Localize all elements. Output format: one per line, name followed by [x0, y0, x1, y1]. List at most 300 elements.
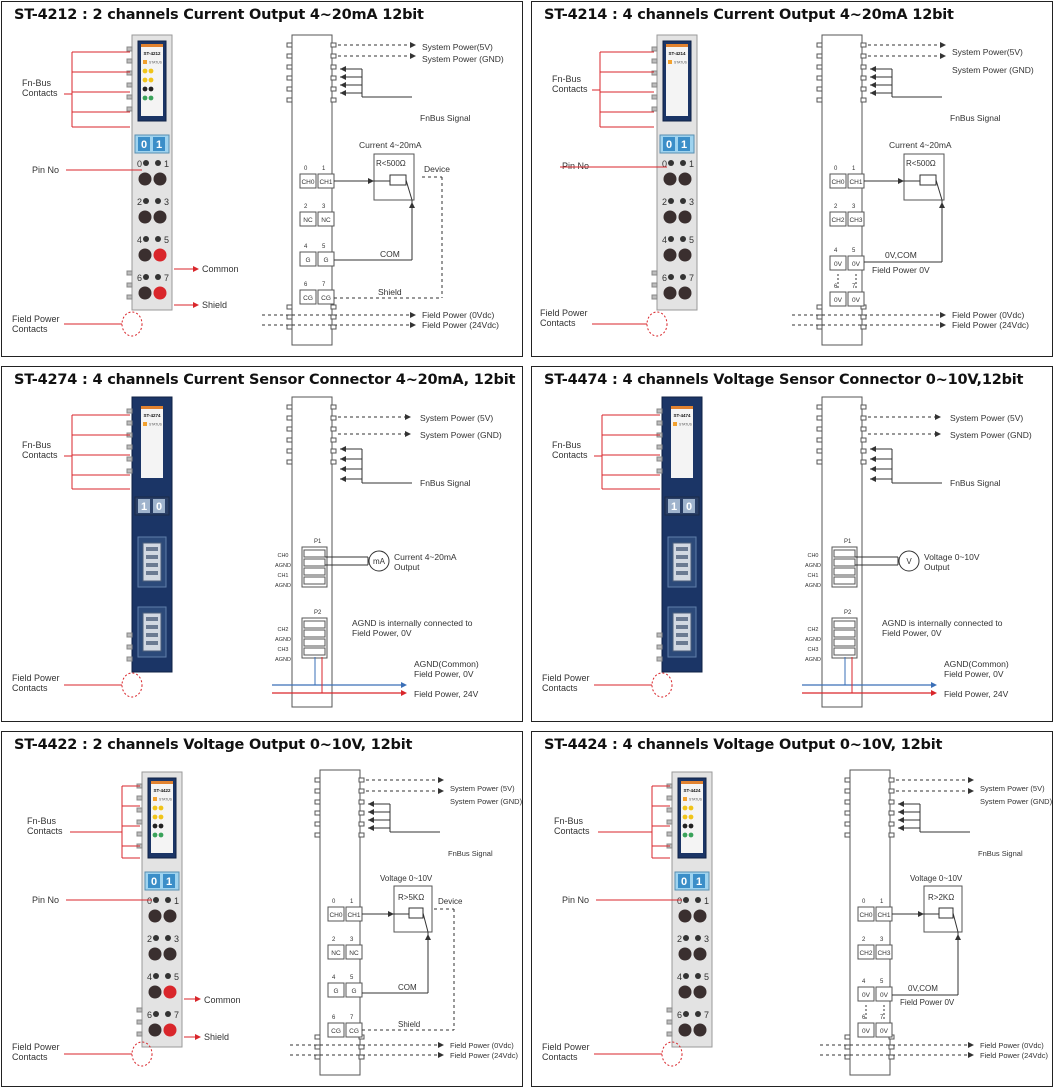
- module-model: ST-4274: [143, 413, 161, 418]
- fn-bus-contacts-label: Fn-Bus Contacts: [552, 74, 588, 94]
- schematic-power-contact: [861, 325, 866, 329]
- power-contact: [127, 295, 132, 299]
- channel-led: [159, 833, 164, 838]
- connector-pin: [146, 641, 158, 645]
- schematic-bus-contact: [817, 405, 822, 409]
- arrow-head: [438, 1052, 444, 1058]
- arrow-head: [898, 817, 904, 823]
- digit: 1: [140, 501, 148, 513]
- arrow-head: [968, 788, 974, 794]
- pin-number: 2: [147, 934, 153, 944]
- module-label-stripe: [666, 44, 688, 47]
- connector-pin-label: CH3: [277, 647, 289, 653]
- pin-number: 6: [137, 273, 143, 283]
- connector-pin: [676, 617, 688, 621]
- schematic-bus-contact: [287, 54, 292, 58]
- pin-number: 1: [689, 159, 695, 169]
- connector-pin: [676, 625, 688, 629]
- schematic-bus-contact: [889, 800, 894, 804]
- channel-led: [143, 78, 148, 83]
- digit: 0: [150, 876, 158, 888]
- channel-led: [689, 806, 694, 811]
- schematic-bus-contact: [331, 43, 336, 47]
- power-contact: [127, 657, 132, 661]
- module-model: ST-4212: [143, 51, 161, 56]
- system-power-5v: System Power(5V): [422, 42, 493, 52]
- channel-led: [159, 806, 164, 811]
- schematic-power-contact: [331, 325, 336, 329]
- schematic-bus-contact: [331, 65, 336, 69]
- bus-contact: [652, 59, 657, 63]
- power-contact: [667, 1008, 672, 1012]
- module-label-stripe: [141, 406, 163, 409]
- bus-contact: [657, 457, 662, 461]
- panel-title: ST-4474 : 4 channels Voltage Sensor Connector 0~10V,12bit: [544, 372, 1024, 388]
- digit: 1: [670, 501, 678, 513]
- schematic-bus-contact: [861, 427, 866, 431]
- power-contact: [137, 1032, 142, 1036]
- terminal-pin: 6: [862, 1015, 866, 1021]
- terminal: [679, 287, 692, 300]
- resistor: [409, 908, 423, 918]
- shield-line-label: Shield: [378, 287, 402, 297]
- arrow-head: [870, 82, 876, 88]
- connector-pin-box: [304, 630, 325, 637]
- module-model: ST-4424: [683, 788, 701, 793]
- schematic-bus-contact: [359, 811, 364, 815]
- pin-hole: [683, 935, 689, 941]
- connector-pin-label: AGND: [275, 563, 291, 569]
- channel-led: [159, 815, 164, 820]
- terminal: [664, 173, 677, 186]
- connector-pin-label: CH2: [277, 627, 289, 633]
- schematic-bus-contact: [287, 449, 292, 453]
- terminal-pin: 0: [834, 166, 838, 172]
- connector-pin-label: AGND: [805, 637, 821, 643]
- connector-pin-box: [834, 577, 855, 584]
- pin-number: 3: [704, 934, 710, 944]
- system-power-5v: System Power (5V): [420, 413, 494, 423]
- arrow-head: [409, 202, 415, 208]
- arrow-head: [940, 42, 946, 48]
- system-power-gnd: System Power (GND): [422, 54, 504, 64]
- terminal-pin: 0: [862, 899, 866, 905]
- terminal: [149, 910, 162, 923]
- bus-contact: [657, 421, 662, 425]
- schematic-bus-contact: [889, 789, 894, 793]
- schematic-bus-contact: [331, 460, 336, 464]
- arrow-head: [940, 312, 946, 318]
- arrow-head: [340, 74, 346, 80]
- arrow-head: [388, 911, 394, 917]
- terminal-pin: 2: [332, 937, 336, 943]
- arrow-head: [340, 66, 346, 72]
- bus-contact: [127, 59, 132, 63]
- connector-pin-label: AGND: [275, 657, 291, 663]
- sensor-output-label: Voltage 0~10V Output: [924, 552, 980, 572]
- pin-hole: [165, 935, 171, 941]
- arrow-head: [368, 801, 374, 807]
- status-label: STATUS: [149, 422, 162, 427]
- status-led: [668, 60, 672, 64]
- pin-number: 4: [677, 972, 683, 982]
- pin-hole: [143, 198, 149, 204]
- terminal-label: CH3: [849, 217, 863, 224]
- schematic-bus-contact: [861, 438, 866, 442]
- ov-com-label: 0V,COM: [908, 984, 938, 993]
- schematic-bus-contact: [315, 833, 320, 837]
- arrow-head: [931, 682, 937, 688]
- field-power-24vdc: Field Power (24Vdc): [952, 320, 1030, 330]
- bus-contact: [127, 83, 132, 87]
- schematic-bus-contact: [861, 416, 866, 420]
- system-power-gnd: System Power (GND): [980, 797, 1053, 806]
- status-label: STATUS: [674, 60, 687, 65]
- ov-com-label: 0V,COM: [885, 250, 917, 260]
- connector-p2: P2: [314, 610, 322, 616]
- panel-st-4212: [1, 1, 523, 357]
- digit: 1: [680, 139, 688, 151]
- terminal-label: CH0: [301, 179, 315, 186]
- connector-pin-label: CH1: [277, 573, 289, 579]
- fn-bus-contacts-label: Fn-Bus Contacts: [27, 816, 63, 836]
- terminal-label: CH2: [831, 217, 845, 224]
- field-power-highlight: [122, 673, 142, 697]
- panel-title: ST-4212 : 2 channels Current Output 4~20mA 12bit: [14, 7, 424, 23]
- pin-hole: [695, 935, 701, 941]
- terminal-pin: 2: [304, 204, 308, 210]
- schematic-bus-contact: [817, 43, 822, 47]
- schematic-power-contact: [845, 1055, 850, 1059]
- arrow-head: [425, 934, 431, 940]
- system-power-gnd: System Power (GND): [950, 430, 1032, 440]
- arrow-head: [193, 302, 199, 308]
- pin-number: 3: [164, 197, 170, 207]
- terminal-label: NC: [331, 950, 341, 957]
- arrow-head: [405, 414, 411, 420]
- pin-hole: [155, 274, 161, 280]
- bus-contact: [127, 107, 132, 111]
- power-contact: [657, 645, 662, 649]
- terminal: [679, 986, 692, 999]
- pin-hole: [153, 897, 159, 903]
- schematic-bus-contact: [359, 833, 364, 837]
- voltage-label: Voltage 0~10V: [910, 874, 963, 883]
- field-power-contacts-label: Field Power Contacts: [12, 673, 60, 693]
- pin-number: 7: [689, 273, 695, 283]
- arrow-head: [193, 266, 199, 272]
- terminal: [694, 948, 707, 961]
- terminal-label: 0V: [880, 992, 888, 999]
- wiring-diagram: [532, 732, 1053, 1087]
- arrow-head: [340, 90, 346, 96]
- terminal-label: G: [323, 257, 329, 264]
- power-contact: [652, 271, 657, 275]
- module-model: ST-4474: [673, 413, 691, 418]
- module-label-stripe: [671, 406, 693, 409]
- terminal: [139, 249, 152, 262]
- connector-pin-label: CH3: [807, 647, 819, 653]
- schematic-bus-contact: [315, 800, 320, 804]
- system-power-gnd: System Power (GND): [420, 430, 502, 440]
- terminal: [139, 287, 152, 300]
- schematic-bus-contact: [359, 822, 364, 826]
- current-label: Current 4~20mA: [889, 140, 952, 150]
- schematic-bus-contact: [861, 460, 866, 464]
- terminal: [679, 249, 692, 262]
- arrow-head: [935, 431, 941, 437]
- connector-pin: [146, 625, 158, 629]
- fn-bus-contacts-label: Fn-Bus Contacts: [22, 440, 58, 460]
- schematic-bus-contact: [861, 98, 866, 102]
- schematic-power-contact: [359, 1055, 364, 1059]
- connector-pin: [146, 547, 158, 551]
- terminal-label: CH1: [877, 912, 891, 919]
- terminal-pin: 5: [322, 244, 326, 250]
- terminal: [679, 910, 692, 923]
- pin-number: 0: [677, 896, 683, 906]
- system-power-gnd: System Power (GND): [450, 797, 523, 806]
- bus-contact: [652, 83, 657, 87]
- connector-pin-label: CH0: [277, 553, 289, 559]
- digit: 0: [155, 501, 163, 513]
- arrow-head: [368, 817, 374, 823]
- com-label: COM: [398, 983, 417, 992]
- arrow-head: [340, 476, 346, 482]
- arrow-head: [940, 322, 946, 328]
- wiring-diagram: [2, 732, 523, 1087]
- connector-pin: [676, 571, 688, 575]
- channel-led: [149, 96, 154, 101]
- terminal-label: CH1: [849, 179, 863, 186]
- arrow-head: [918, 911, 924, 917]
- pin-hole: [695, 973, 701, 979]
- terminal-label: NC: [349, 950, 359, 957]
- wiring-diagram: [2, 367, 523, 722]
- bus-contact: [667, 820, 672, 824]
- pin-hole: [165, 973, 171, 979]
- pin-number: 6: [147, 1010, 153, 1020]
- power-contact: [657, 633, 662, 637]
- pin-number: 3: [689, 197, 695, 207]
- schematic-bus-contact: [845, 789, 850, 793]
- power-contact: [652, 295, 657, 299]
- arrow-head: [870, 66, 876, 72]
- pin-no-label: Pin No: [32, 165, 60, 175]
- channel-led: [153, 815, 158, 820]
- arrow-head: [195, 1034, 201, 1040]
- status-led: [683, 797, 687, 801]
- digit: 0: [665, 139, 673, 151]
- pin-number: 0: [137, 159, 143, 169]
- connector-pin-box: [834, 550, 855, 557]
- pin-number: 4: [147, 972, 153, 982]
- schematic-bus-contact: [889, 811, 894, 815]
- schematic-bus-contact: [287, 87, 292, 91]
- field-power-24v-label: Field Power, 24V: [944, 689, 1009, 699]
- schematic-power-contact: [287, 325, 292, 329]
- schematic-bus-contact: [331, 54, 336, 58]
- schematic-bus-contact: [845, 778, 850, 782]
- terminal-label: CH3: [877, 950, 891, 957]
- schematic-bus-contact: [889, 778, 894, 782]
- bus-contact: [137, 832, 142, 836]
- schematic-bus-contact: [861, 87, 866, 91]
- terminal-label: CH2: [859, 950, 873, 957]
- shield-label: Shield: [204, 1032, 230, 1042]
- field-power-0vdc: Field Power (0Vdc): [450, 1041, 514, 1050]
- terminal-pin: 7: [880, 1015, 884, 1021]
- schematic-bus-contact: [331, 98, 336, 102]
- fn-bus-contacts-label: Fn-Bus Contacts: [22, 78, 58, 98]
- schematic-bus-contact: [861, 43, 866, 47]
- bus-contact: [652, 107, 657, 111]
- pin-number: 6: [662, 273, 668, 283]
- channel-led: [689, 833, 694, 838]
- panel-title: ST-4422 : 2 channels Voltage Output 0~10V, 12bit: [14, 737, 413, 753]
- schematic-bus-contact: [861, 76, 866, 80]
- arrow-head: [438, 788, 444, 794]
- terminal-label: CH1: [319, 179, 333, 186]
- schematic-bus-contact: [861, 449, 866, 453]
- digit: 0: [680, 876, 688, 888]
- digit: 0: [140, 139, 148, 151]
- arrow-head: [340, 466, 346, 472]
- pin-hole: [683, 973, 689, 979]
- arrow-head: [410, 42, 416, 48]
- power-contact: [127, 645, 132, 649]
- connector-pin-label: AGND: [805, 583, 821, 589]
- terminal-label: 0V: [852, 297, 860, 304]
- arrow-head: [438, 1042, 444, 1048]
- pin-hole: [683, 1011, 689, 1017]
- connector-pin-box: [304, 559, 325, 566]
- terminal: [164, 986, 177, 999]
- sensor-symbol-label: mA: [373, 557, 385, 566]
- arrow-head: [955, 934, 961, 940]
- arrow-head: [870, 456, 876, 462]
- arrow-head: [940, 53, 946, 59]
- schematic-bus-contact: [287, 76, 292, 80]
- field-power-highlight: [652, 673, 672, 697]
- terminal-pin: 2: [862, 937, 866, 943]
- terminal: [149, 986, 162, 999]
- power-contact: [667, 1020, 672, 1024]
- terminal: [664, 287, 677, 300]
- schematic-bus-contact: [845, 822, 850, 826]
- bus-contact: [137, 820, 142, 824]
- schematic-power-contact: [817, 315, 822, 319]
- arrow-head: [935, 414, 941, 420]
- wiring-diagram: [532, 367, 1053, 722]
- pin-number: 3: [174, 934, 180, 944]
- terminal-pin: 7: [322, 282, 326, 288]
- fnbus-signal: FnBus Signal: [978, 849, 1023, 858]
- terminal: [139, 173, 152, 186]
- fn-bus-contacts-label: Fn-Bus Contacts: [554, 816, 590, 836]
- terminal-label: 0V: [852, 261, 860, 268]
- schematic-bus-contact: [331, 405, 336, 409]
- pin-number: 7: [174, 1010, 180, 1020]
- connector-pin: [676, 563, 688, 567]
- connector-pin: [676, 633, 688, 637]
- voltage-label: Voltage 0~10V: [380, 874, 433, 883]
- terminal: [679, 211, 692, 224]
- module-model: ST-4422: [153, 788, 171, 793]
- schematic-bus-contact: [315, 822, 320, 826]
- pin-hole: [153, 973, 159, 979]
- bus-contact: [127, 457, 132, 461]
- connector-p2: P2: [844, 610, 852, 616]
- agnd-note: AGND is internally connected to Field Power, 0V: [352, 618, 473, 638]
- agnd-common-label: AGND(Common) Field Power, 0V: [944, 659, 1009, 679]
- schematic-bus-contact: [817, 76, 822, 80]
- bus-contact: [137, 796, 142, 800]
- schematic-bus-contact: [817, 460, 822, 464]
- channel-led: [143, 87, 148, 92]
- bus-contact: [667, 808, 672, 812]
- terminal-pin: 2: [834, 204, 838, 210]
- pin-number: 1: [164, 159, 170, 169]
- bus-contact: [137, 808, 142, 812]
- bus-contact: [127, 409, 132, 413]
- field-power-24v-label: Field Power, 24V: [414, 689, 479, 699]
- connector-pin: [146, 633, 158, 637]
- panel-title: ST-4274 : 4 channels Current Sensor Connector 4~20mA, 12bit: [14, 372, 516, 388]
- schematic-bus-contact: [861, 65, 866, 69]
- arrow-head: [401, 682, 407, 688]
- resistor-label: R<500Ω: [906, 159, 936, 168]
- schematic-bus-contact: [287, 65, 292, 69]
- connector-pin-label: CH2: [807, 627, 819, 633]
- connector-pin-label: AGND: [805, 563, 821, 569]
- connector-pin: [676, 641, 688, 645]
- connector-pin-box: [304, 568, 325, 575]
- bus-contact: [657, 445, 662, 449]
- pin-hole: [680, 236, 686, 242]
- connector-pin: [146, 563, 158, 567]
- fnbus-signal: FnBus Signal: [950, 113, 1001, 123]
- arrow-head: [410, 53, 416, 59]
- arrow-head: [870, 446, 876, 452]
- terminal-pin: 6: [332, 1015, 336, 1021]
- pin-number: 1: [174, 896, 180, 906]
- arrow-head: [401, 690, 407, 696]
- terminal: [679, 1024, 692, 1037]
- arrow-head: [368, 825, 374, 831]
- pin-number: 5: [174, 972, 180, 982]
- pin-number: 0: [147, 896, 153, 906]
- bus-contact: [652, 47, 657, 51]
- schematic-bus-contact: [359, 778, 364, 782]
- terminal: [664, 249, 677, 262]
- terminal-label: 0V: [834, 297, 842, 304]
- pin-hole: [668, 160, 674, 166]
- fnbus-signal: FnBus Signal: [448, 849, 493, 858]
- bus-contact: [127, 47, 132, 51]
- pin-hole: [695, 897, 701, 903]
- terminal-pin: 5: [350, 975, 354, 981]
- fnbus-signal: FnBus Signal: [420, 113, 471, 123]
- status-led: [153, 797, 157, 801]
- resistor-label: R>2KΩ: [928, 893, 955, 902]
- module-label-stripe: [681, 781, 703, 784]
- terminal: [164, 910, 177, 923]
- status-label: STATUS: [679, 422, 692, 427]
- terminal: [694, 1024, 707, 1037]
- schematic-power-contact: [817, 325, 822, 329]
- terminal: [694, 910, 707, 923]
